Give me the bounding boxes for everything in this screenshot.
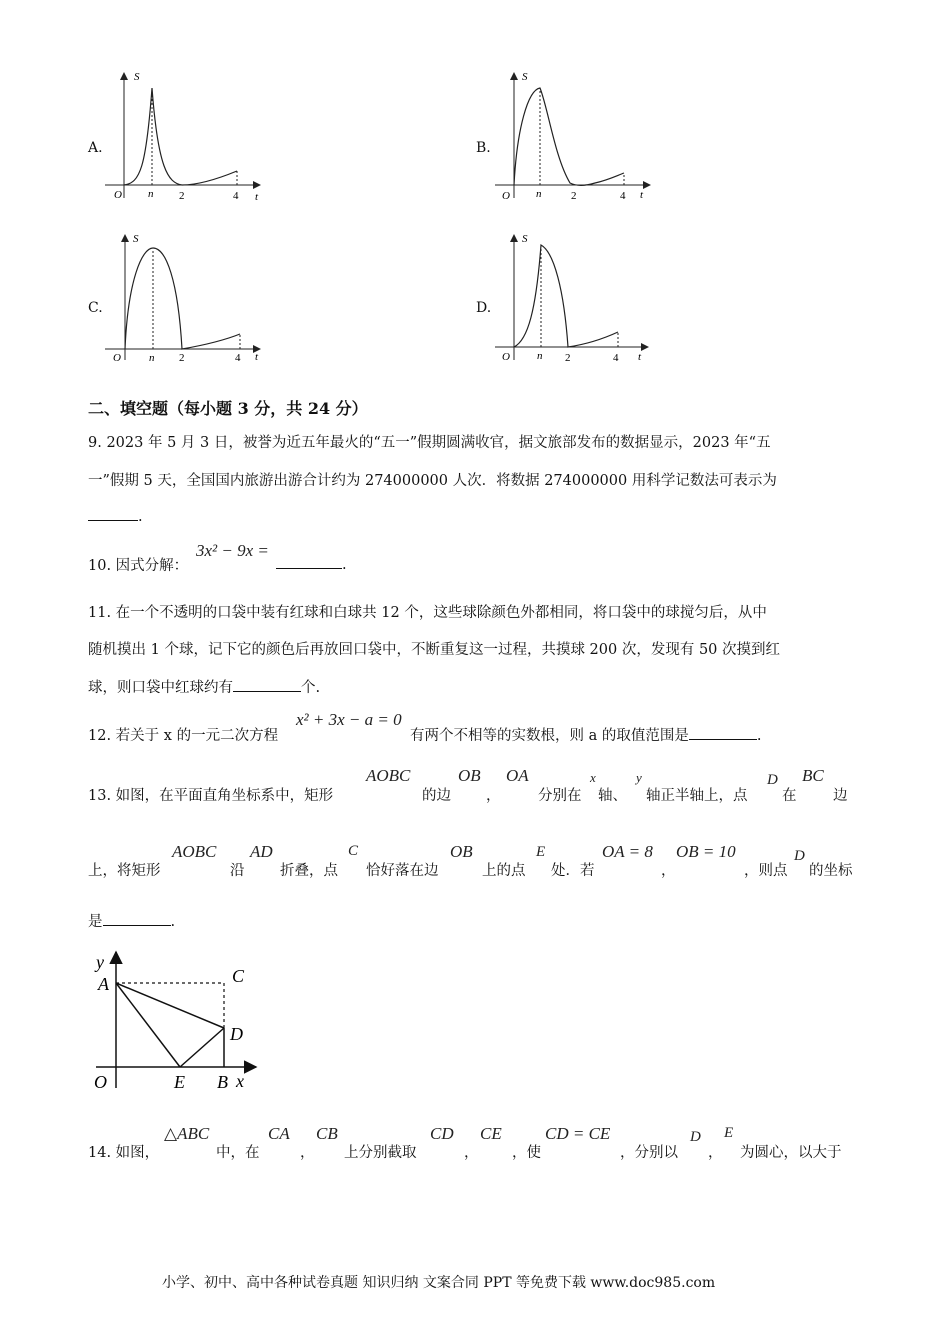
q12-expression: x² + 3x − a = 0: [296, 710, 402, 729]
q13-text-11: 折叠，点: [280, 863, 338, 879]
period: .: [138, 509, 143, 525]
axis-t-label: t: [640, 189, 644, 201]
q14-math-abc: △ABC: [164, 1124, 210, 1143]
answer-blank[interactable]: [88, 506, 138, 521]
q14-text-8: ，: [708, 1145, 723, 1161]
q13-text-5: 轴、: [598, 788, 627, 804]
tick-2: 2: [571, 190, 577, 202]
option-b-graph: [490, 68, 655, 203]
q13-math-ob-2: OB: [450, 842, 473, 861]
answer-blank[interactable]: [103, 911, 171, 926]
option-a-graph: [100, 68, 265, 203]
q13-math-oa: OA: [506, 766, 529, 785]
axis-s-label: S: [522, 233, 528, 245]
tick-n: n: [149, 352, 155, 364]
point-d-label: D: [230, 1024, 243, 1044]
tick-n: n: [537, 350, 543, 362]
origin-label: O: [113, 352, 121, 364]
point-e-label: E: [174, 1072, 185, 1092]
q10-answer: [276, 554, 347, 573]
tick-n: n: [148, 188, 154, 200]
section-title: 二、填空题（每小题 3 分，共 24 分）: [88, 399, 368, 418]
axis-s-label: S: [522, 71, 528, 83]
axis-t-label: t: [255, 351, 259, 363]
q10-expression: 3x² − 9x =: [196, 541, 269, 560]
q11-line1: 11. 在一个不透明的口袋中装有红球和白球共 12 个，这些球除颜色外都相同，将口袋中的球搅匀后，从中: [88, 605, 767, 621]
answer-blank[interactable]: [689, 725, 757, 740]
q13-text-13: 上的点: [482, 863, 526, 879]
q12-suffix-text: 有两个不相等的实数根，则 a 的取值范围是: [410, 728, 689, 744]
tick-2: 2: [179, 190, 185, 202]
q13-text-4: 分别在: [538, 788, 582, 804]
q14-text-2: 中，在: [216, 1145, 260, 1161]
period: .: [170, 914, 176, 930]
q13-prefix: 是: [88, 914, 103, 930]
q11-suffix: 个.: [301, 680, 321, 696]
tick-4: 4: [233, 190, 239, 202]
fig-x-label: x: [236, 1071, 244, 1091]
q10-line: [88, 554, 188, 575]
tick-4: 4: [235, 352, 241, 364]
q14-text-5: ，: [464, 1145, 479, 1161]
q13-text-1: 13. 如图，在平面直角坐标系中，矩形: [88, 788, 334, 804]
option-d-graph: [490, 230, 655, 365]
q13-figure: [86, 948, 266, 1102]
q14-text-7: ，分别以: [620, 1145, 678, 1161]
axis-t-label: t: [255, 191, 259, 203]
tick-2: 2: [565, 352, 571, 364]
q10-prefix: 10. 因式分解：: [88, 558, 189, 574]
q13-math-x: x: [590, 770, 596, 785]
q14-text-4: 上分别截取: [344, 1145, 417, 1161]
q13-math-y: y: [636, 770, 642, 785]
q14-text-1: 14. 如图，: [88, 1145, 160, 1161]
q11-line2: 随机摸出 1 个球，记下它的颜色后再放回口袋中，不断重复这一过程，共摸球 200 次，发现有 50 次摸到红: [88, 642, 781, 658]
q13-math-ob-10: OB = 10: [676, 842, 736, 861]
answer-blank[interactable]: [233, 677, 301, 692]
q13-math-e: E: [536, 844, 546, 860]
q13-text-15: ，: [661, 863, 676, 879]
q14-math-ca: CA: [268, 1124, 290, 1143]
q9-line2: 一”假期 5 天，全国国内旅游出游合计约为 274000000 人次．将数据 274000000 用科学记数法可表示为: [88, 473, 777, 489]
q13-math-ad: AD: [250, 842, 273, 861]
option-b-label: B.: [476, 140, 491, 156]
point-c-label: C: [232, 966, 245, 986]
axis-t-label: t: [638, 351, 642, 363]
fig-y-label: y: [96, 952, 104, 972]
q14-text-6: ，使: [512, 1145, 541, 1161]
axis-s-label: S: [133, 233, 139, 245]
q14-math-cd: CD: [430, 1124, 454, 1143]
q13-math-d: D: [767, 772, 778, 788]
q12-prefix: 12. 若关于 x 的一元二次方程: [88, 728, 279, 744]
period: .: [342, 557, 347, 573]
q13-text-8: 边: [833, 788, 848, 804]
point-b-label: B: [217, 1072, 228, 1092]
origin-label: O: [502, 190, 510, 202]
q13-text-2: 的边: [422, 788, 451, 804]
origin-label: O: [502, 351, 510, 363]
tick-2: 2: [179, 352, 185, 364]
q12-suffix: [410, 724, 761, 745]
q13-math-aobc-2: AOBC: [172, 842, 217, 861]
q13-answer-line: [88, 910, 175, 931]
point-o-label: O: [94, 1072, 107, 1092]
point-a-label: A: [98, 974, 109, 994]
q13-math-ob: OB: [458, 766, 481, 785]
q13-text-16: ，则点: [744, 863, 788, 879]
q13-math-oa-8: OA = 8: [602, 842, 653, 861]
q13-math-c: C: [348, 843, 359, 859]
q13-text-9: 上，将矩形: [88, 863, 161, 879]
q13-text-7: 在: [782, 788, 797, 804]
q14-text-9: 为圆心，以大于: [740, 1145, 842, 1161]
q14-math-d: D: [690, 1129, 701, 1145]
answer-blank[interactable]: [276, 554, 342, 569]
option-c-label: C.: [88, 300, 103, 316]
option-d-label: D.: [476, 300, 492, 316]
q13-math-aobc: AOBC: [366, 766, 411, 785]
q11-line3: [88, 676, 320, 697]
period: .: [756, 728, 762, 744]
option-c-graph: [100, 230, 265, 365]
q13-text-3: ，: [486, 788, 501, 804]
q13-math-bc: BC: [802, 766, 824, 785]
axis-s-label: S: [134, 71, 140, 83]
q13-text-14: 处．若: [551, 863, 595, 879]
tick-4: 4: [613, 352, 619, 364]
q13-text-12: 恰好落在边: [366, 863, 439, 879]
q13-text-10: 沿: [230, 863, 245, 879]
origin-label: O: [114, 189, 122, 201]
option-a-label: A.: [88, 140, 103, 156]
tick-n: n: [536, 188, 542, 200]
q13-math-d-2: D: [794, 848, 805, 864]
page-footer: 小学、初中、高中各种试卷真题 知识归纳 文案合同 PPT 等免费下载 www.doc985.com: [162, 1275, 716, 1291]
q13-text-17: 的坐标: [809, 863, 853, 879]
q14-math-e: E: [724, 1125, 734, 1141]
tick-4: 4: [620, 190, 626, 202]
q14-math-ce: CE: [480, 1124, 502, 1143]
q14-text-3: ，: [300, 1145, 315, 1161]
q11-prefix: 球，则口袋中红球约有: [88, 680, 233, 696]
q9-answer-line: [88, 506, 143, 525]
q9-line1: 9. 2023 年 5 月 3 日，被誉为近五年最火的“五一”假期圆满收官，据文旅部发布的数据显示，2023 年“五: [88, 435, 771, 451]
q13-text-6: 轴正半轴上，点: [646, 788, 748, 804]
q14-math-cb: CB: [316, 1124, 338, 1143]
q14-math-cd-ce: CD = CE: [545, 1124, 611, 1143]
